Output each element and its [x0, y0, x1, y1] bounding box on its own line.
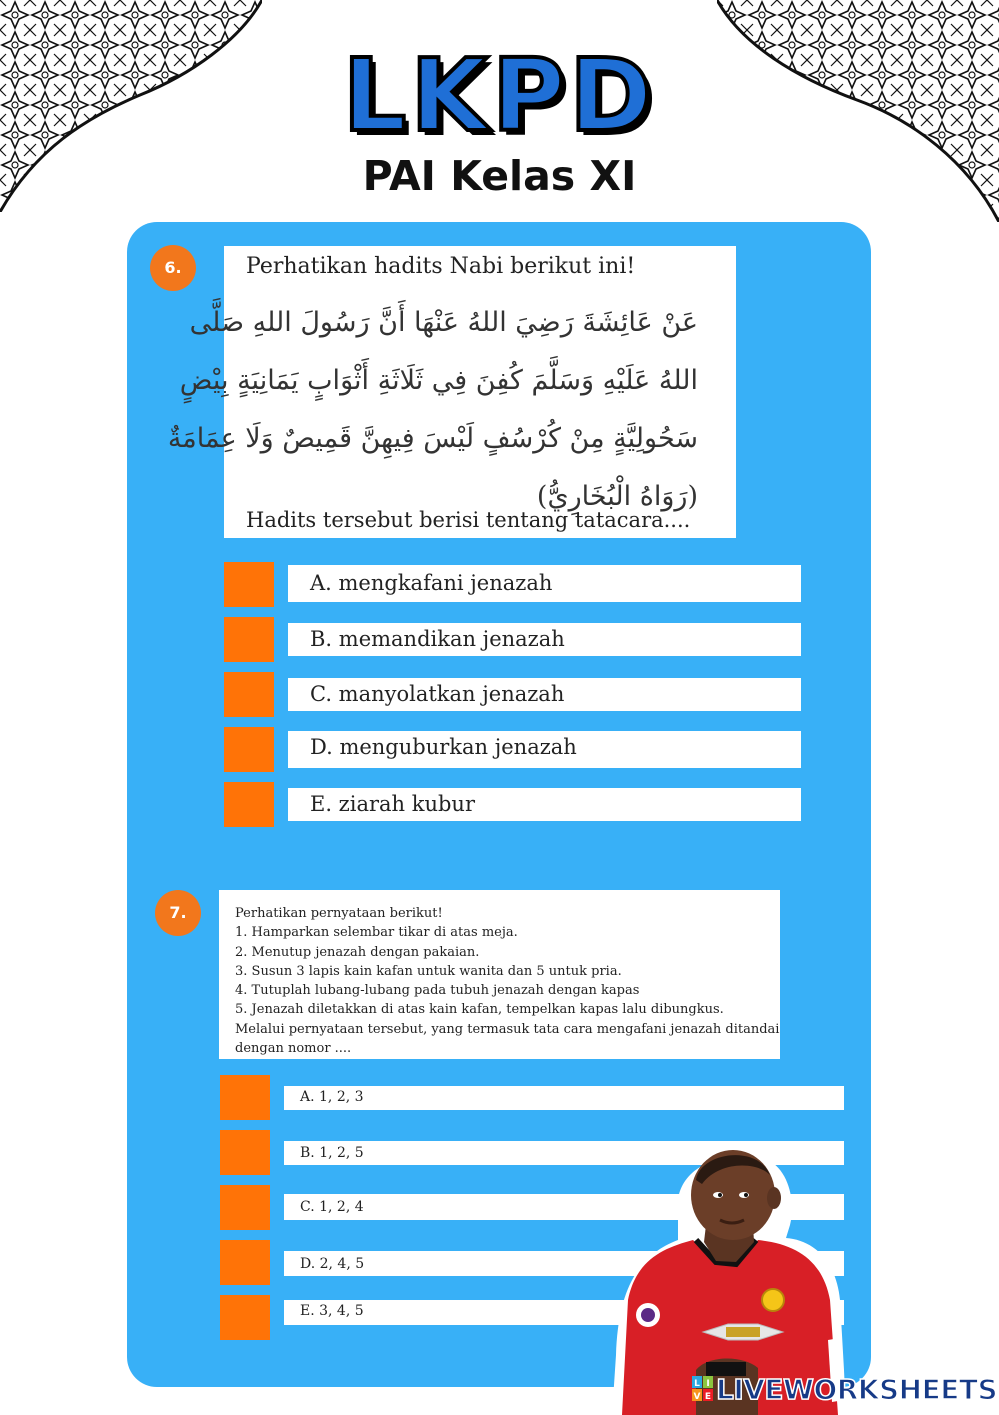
option-7a[interactable]: A. 1, 2, 3 [284, 1086, 844, 1110]
statement-2: 2. Menutup jenazah dengan pakaian. [235, 944, 480, 960]
answer-checkbox-7b[interactable] [220, 1130, 270, 1175]
hadith-line: عَنْ عَائِشَةَ رَضِيَ اللهُ عَنْهَا أَنَّ رَسُولَ اللهِ صَلَّى [189, 307, 698, 338]
option-6e[interactable]: E. ziarah kubur [288, 788, 801, 821]
statement-5: 5. Jenazah diletakkan di atas kain kafan, tempelkan kapas lalu dibungkus. [235, 1002, 724, 1018]
statement-3: 3. Susun 3 lapis kain kafan untuk wanita dan 5 untuk pria. [235, 963, 622, 979]
answer-checkbox-6e[interactable] [224, 782, 274, 827]
logo-letter: I [706, 1379, 710, 1389]
option-6b[interactable]: B. memandikan jenazah [288, 623, 801, 656]
answer-checkbox-6b[interactable] [224, 617, 274, 662]
answer-checkbox-7c[interactable] [220, 1185, 270, 1230]
page-subtitle: PAI Kelas XI [362, 152, 637, 200]
option-6a[interactable]: A. mengkafani jenazah [288, 565, 801, 602]
hadith-line: اللهُ عَلَيْهِ وَسَلَّمَ كُفِنَ فِي ثَلَاثَةِ أَثْوَابٍ يَمَانِيَةٍ بِيْضٍ [179, 365, 698, 396]
option-6c[interactable]: C. manyolatkan jenazah [288, 678, 801, 711]
hadith-line: سَحُولِيَّةٍ مِنْ كُرْسُفٍ لَيْسَ فِيهِنَّ قَمِيصٌ وَلَا عِمَامَةٌ [167, 423, 698, 454]
page-title: LKPD [342, 37, 657, 154]
answer-checkbox-7d[interactable] [220, 1240, 270, 1285]
answer-checkbox-6d[interactable] [224, 727, 274, 772]
statement-4: 4. Tutuplah lubang-lubang pada tubuh jenazah dengan kapas [235, 983, 640, 999]
question-7-card [219, 890, 780, 1059]
logo-letter: L [694, 1379, 700, 1389]
option-6d[interactable]: D. menguburkan jenazah [288, 731, 801, 768]
question-6-number: 6. [150, 245, 196, 291]
question-6-card [167, 246, 736, 538]
question-6-prompt: Hadits tersebut berisi tentang tatacara.... [246, 508, 691, 532]
answer-checkbox-6a[interactable] [224, 562, 274, 607]
logo-letter: V [693, 1392, 701, 1402]
option-7e[interactable]: E. 3, 4, 5 [284, 1300, 844, 1325]
hadith-text [167, 294, 698, 526]
hadith-source: (رَوَاهُ الْبُخَارِيُّ) [536, 481, 698, 512]
liveworksheets-logo-icon [692, 1376, 714, 1402]
logo-letter: E [704, 1392, 712, 1402]
liveworksheets-brand[interactable]: LIVEWORKSHEETS [716, 1373, 998, 1406]
option-7c[interactable]: C. 1, 2, 4 [284, 1194, 844, 1220]
answer-checkbox-7e[interactable] [220, 1295, 270, 1340]
question-7-prompt-end: dengan nomor .... [235, 1041, 352, 1057]
question-7-number: 7. [155, 890, 201, 936]
question-7-intro: Perhatikan pernyataan berikut! [235, 906, 443, 921]
answer-checkbox-7a[interactable] [220, 1075, 270, 1120]
option-7d[interactable]: D. 2, 4, 5 [284, 1251, 844, 1276]
question-7-prompt: Melalui pernyataan tersebut, yang termasuk tata cara mengafani jenazah ditandai [235, 1021, 780, 1037]
statement-1: 1. Hamparkan selembar tikar di atas meja. [235, 925, 518, 941]
option-7b[interactable]: B. 1, 2, 5 [284, 1141, 844, 1165]
question-6-intro: Perhatikan hadits Nabi berikut ini! [246, 254, 636, 279]
answer-checkbox-6c[interactable] [224, 672, 274, 717]
